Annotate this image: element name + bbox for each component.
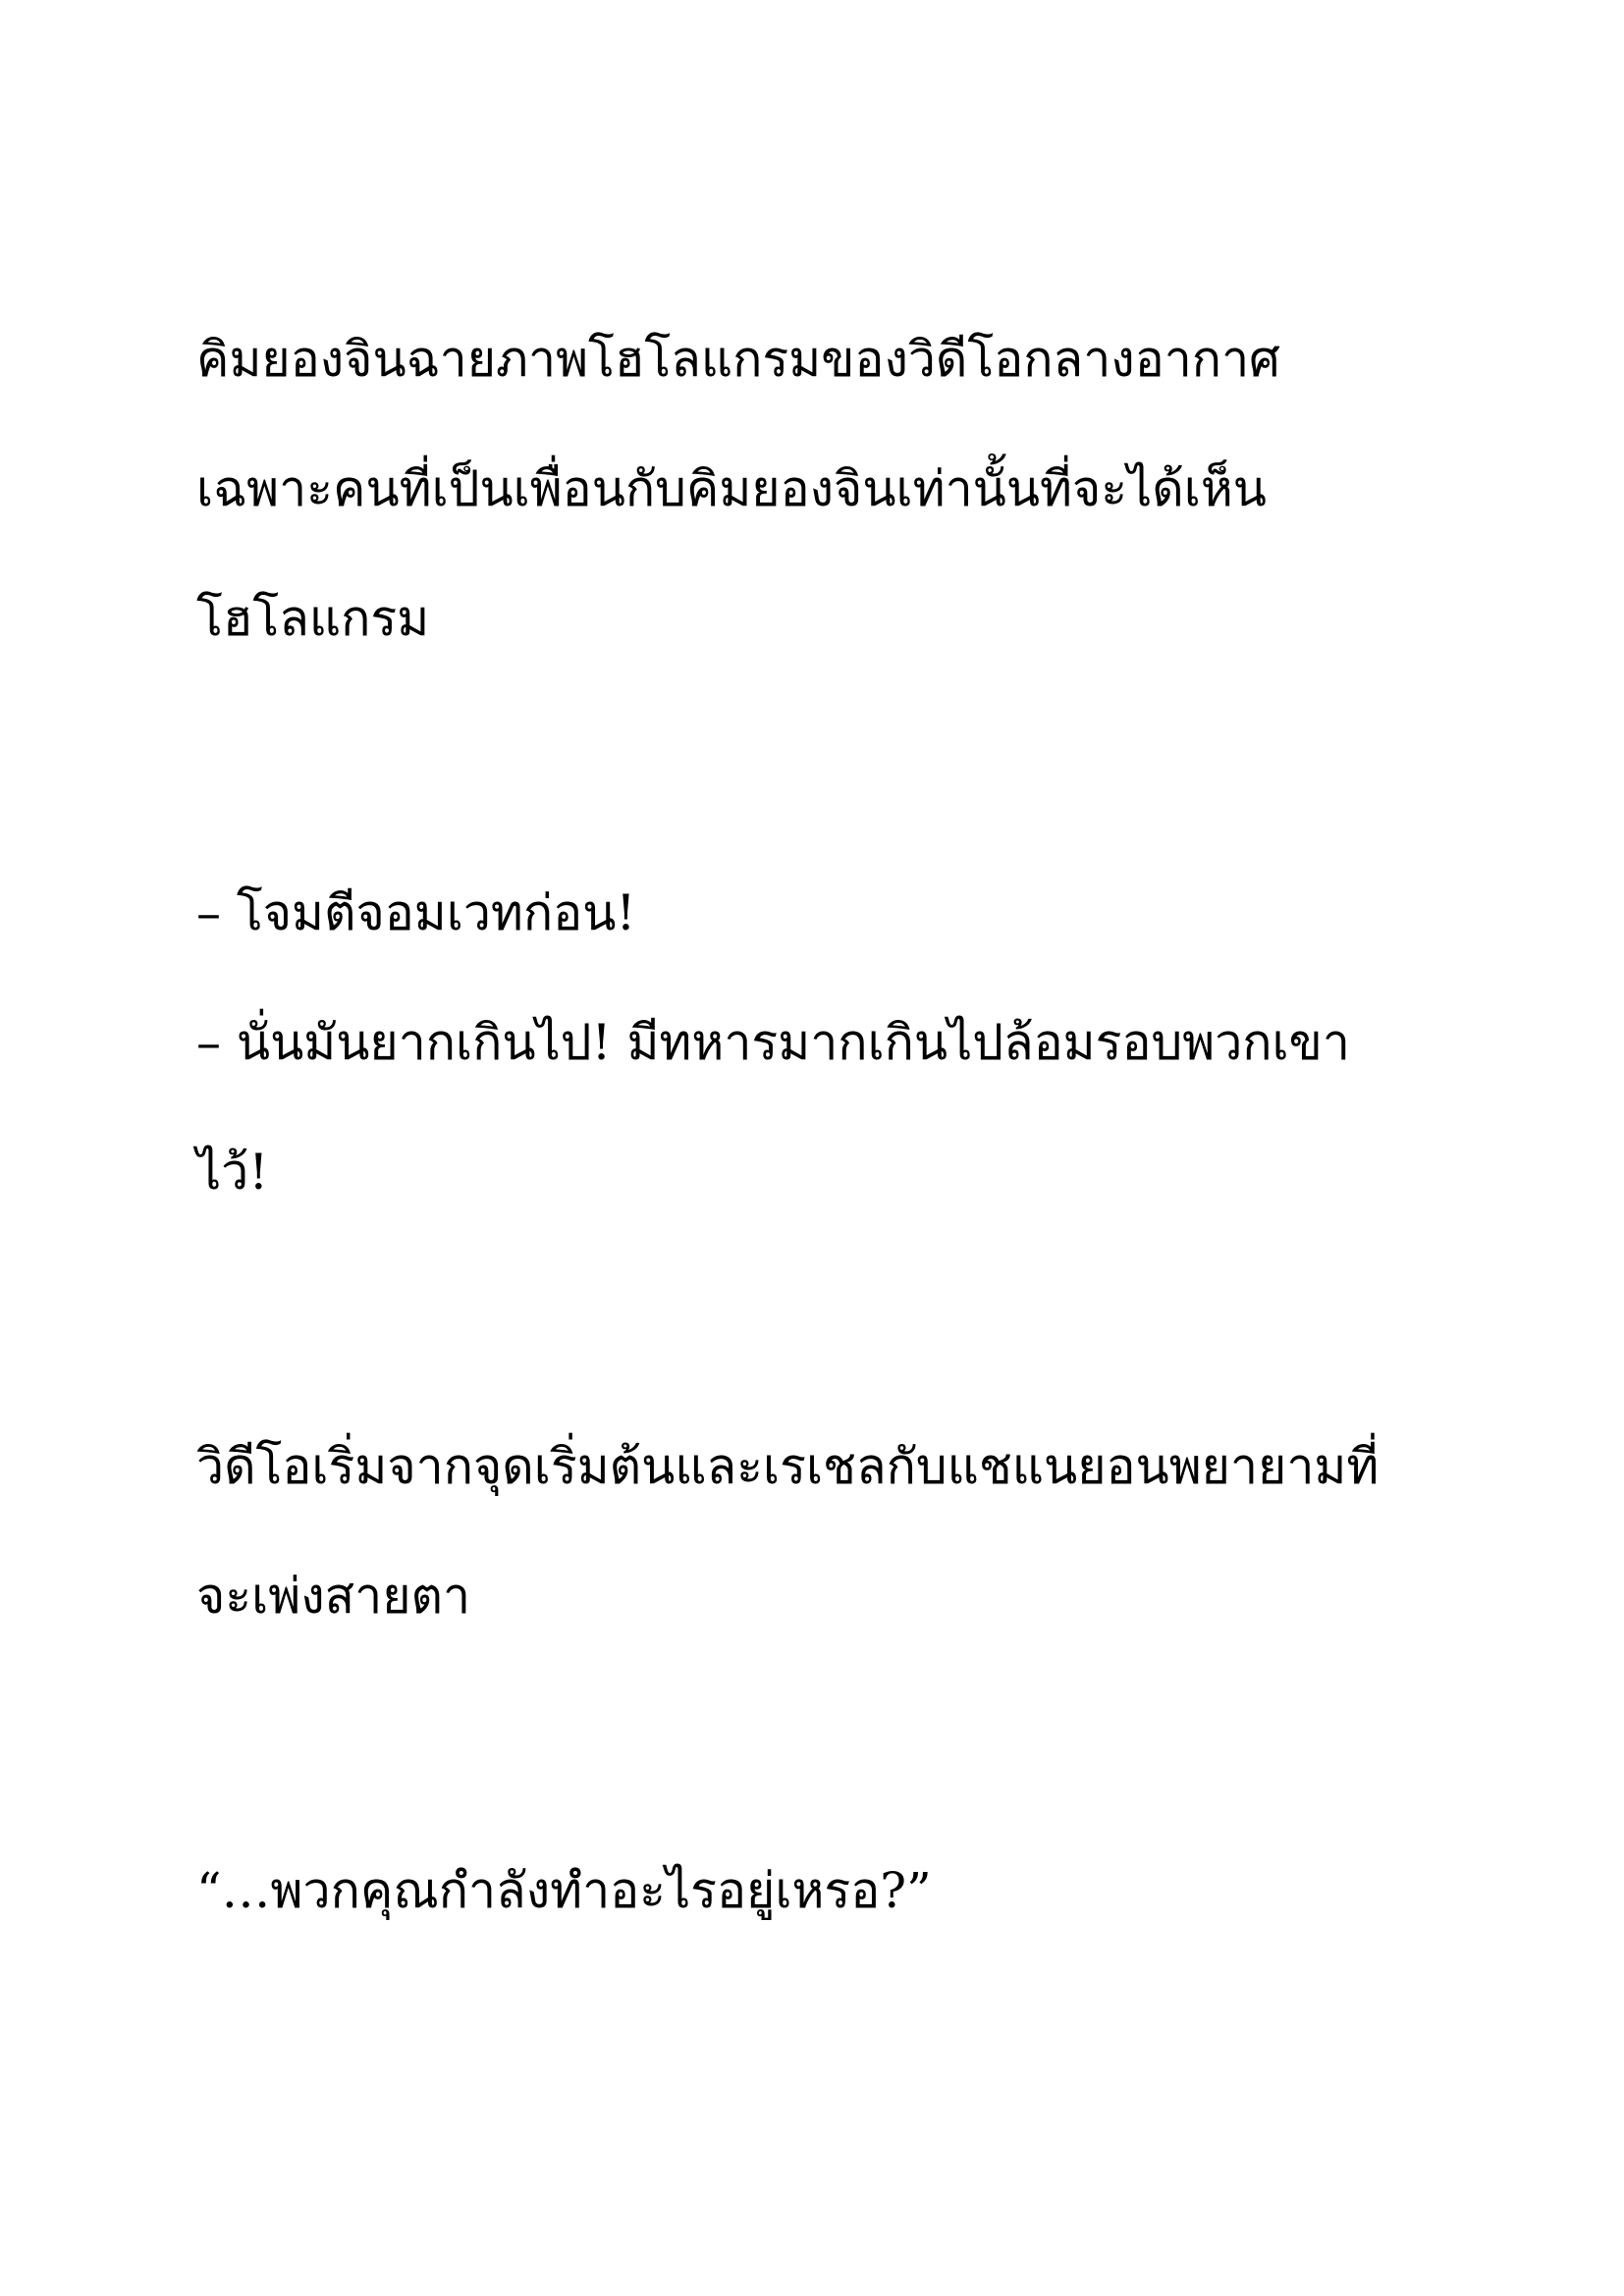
dialogue-line-3: ไว้!	[196, 1144, 269, 1201]
dialogue-line-1: – โจมตีจอมเวทก่อน!	[196, 884, 636, 941]
dialogue-line-2: – นั่นมันยากเกินไป! มีทหารมากเกินไปล้อมรอบพวกเขา	[196, 1014, 1350, 1071]
paragraph-1-line-3: โฮโลแกรม	[196, 590, 430, 647]
quote-line: “…พวกคุณกำลังทำอะไรอยู่เหรอ?”	[196, 1862, 932, 1919]
paragraph-1-line-1: คิมยองจินฉายภาพโฮโลแกรมของวิดีโอกลางอากาศ	[196, 331, 1280, 388]
paragraph-1-line-2: เฉพาะคนที่เป็นเพื่อนกับคิมยองจินเท่านั้นที่จะได้เห็น	[196, 460, 1267, 517]
paragraph-3-line-2: จะเพ่งสายตา	[196, 1568, 471, 1625]
paragraph-3-line-1: วิดีโอเริ่มจากจุดเริ่มต้นและเรเชลกับแชแนยอนพยายามที่	[196, 1438, 1380, 1495]
